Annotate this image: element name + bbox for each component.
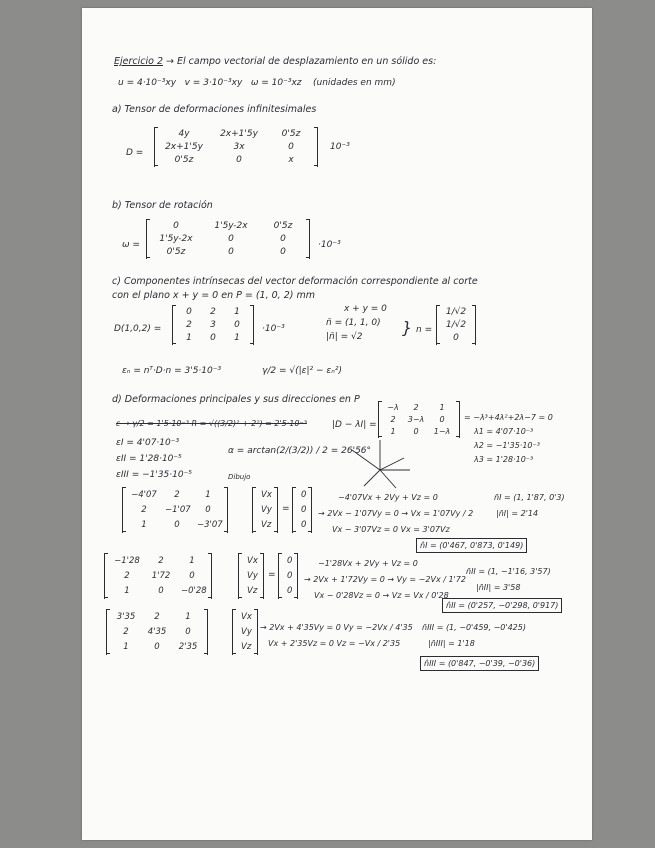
lambda-2: λ2 = −1'35·10⁻³ <box>474 441 540 450</box>
matrix-cell: Vx <box>261 490 272 500</box>
field-w: ω = 10⁻³xz <box>250 78 302 88</box>
principal-strain-1: εI = 4'07·10⁻³ <box>116 438 180 448</box>
matrix-cell: 1 <box>189 556 195 566</box>
matrix-cell: Vz <box>261 520 272 530</box>
matrix-cell: 0 <box>185 627 191 637</box>
matrix-cell: 0 <box>158 586 164 596</box>
matrix-cell: 1 <box>186 333 192 343</box>
matrix-cell: 2 <box>141 505 147 515</box>
normal-modulus: |n̄| = √2 <box>326 332 363 342</box>
unit-normal-vector <box>436 306 476 345</box>
matrix-cell: 1/√2 <box>445 320 467 330</box>
matrix-cell: 0 <box>288 142 294 152</box>
matrix-cell: 2 <box>174 490 180 500</box>
matrix-cell: Vy <box>241 627 252 637</box>
system-2-unit-vector: n̂II = (0'257, −0'298, 0'917) <box>442 598 562 613</box>
matrix-cell: −0'28 <box>181 586 207 596</box>
exercise-statement: → El campo vectorial de desplazamiento en un sólido es: <box>166 56 437 67</box>
matrix-cell: 0'5z <box>281 129 301 139</box>
matrix-cell: 0 <box>205 505 211 515</box>
system-3-vector <box>232 610 258 655</box>
matrix-cell: 1 <box>185 612 191 622</box>
matrix-cell: 1 <box>390 427 396 436</box>
matrix-cell: 0 <box>453 333 459 343</box>
characteristic-label: |D − λI| = <box>332 420 377 430</box>
unit-normal-label: n = <box>416 325 433 335</box>
field-u: u = 4·10⁻³xy <box>118 78 177 88</box>
axes-sketch <box>340 436 440 496</box>
section-d-heading: d) Deformaciones principales y sus direcciones en P <box>112 394 360 405</box>
matrix-cell: 1 <box>234 333 240 343</box>
matrix-cell: Vz <box>247 586 258 596</box>
matrix-cell: 2 <box>186 320 192 330</box>
matrix-cell: Vx <box>241 612 252 622</box>
matrix-cell: 0 <box>301 520 307 530</box>
matrix-cell: 0'5z <box>174 155 194 165</box>
characteristic-polynomial: = −λ³+4λ²+2λ−7 = 0 <box>464 413 553 422</box>
matrix-cell: 2 <box>158 556 164 566</box>
matrix-cell: 2 <box>413 403 419 412</box>
section-a-heading: a) Tensor de deformaciones infinitesimales <box>112 104 317 115</box>
matrix-cell: 1'72 <box>151 571 171 581</box>
field-line <box>118 78 396 89</box>
matrix-cell: 0 <box>173 221 179 231</box>
system-1-eq-2: → 2Vx − 1'07Vy = 0 → Vx = 1'07Vy / 2 <box>318 509 474 518</box>
system-2-modulus: |n̄II| = 3'58 <box>476 583 521 592</box>
matrix-cell: 0 <box>413 427 419 436</box>
field-v: v = 3·10⁻³xy <box>184 78 243 88</box>
matrix-cell: 3x <box>233 142 245 152</box>
matrix-cell: 0 <box>234 320 240 330</box>
matrix-cell: 1/√2 <box>445 307 467 317</box>
matrix-cell: 2x+1'5y <box>165 142 203 152</box>
system-1-direction: n̄I = (1, 1'87, 0'3) <box>494 493 565 502</box>
principal-strain-3: εIII = −1'35·10⁻⁵ <box>116 470 192 480</box>
matrix-cell: 2'35 <box>178 642 198 652</box>
matrix-cell: 0 <box>287 571 293 581</box>
matrix-cell: 0 <box>236 155 242 165</box>
plane-equation: x + y = 0 <box>344 304 387 314</box>
system-1-zero <box>292 488 312 533</box>
matrix-cell: 2x+1'5y <box>220 129 258 139</box>
exercise-title <box>114 56 436 67</box>
brace: } <box>402 318 413 337</box>
drawing-label: Dibujo <box>228 473 251 481</box>
lambda-1: λ1 = 4'07·10⁻³ <box>474 427 534 436</box>
matrix-cell: 1 <box>124 586 130 596</box>
system-3-eq-1: → 2Vx + 4'35Vy = 0 Vy = −2Vx / 4'35 <box>260 623 413 632</box>
system-3-matrix <box>106 610 208 655</box>
normal-vector: n̄ = (1, 1, 0) <box>326 318 381 328</box>
matrix-cell: −1'28 <box>114 556 140 566</box>
matrix-cell: 2 <box>390 415 396 424</box>
matrix-cell: 0'5z <box>273 221 293 231</box>
d-at-p-factor: ·10⁻³ <box>262 324 285 334</box>
matrix-cell: −4'07 <box>131 490 157 500</box>
matrix-cell: 4y <box>178 129 190 139</box>
matrix-cell: 1 <box>205 490 211 500</box>
struck-calculation: ε → γ/2 = 1'5·10⁻³ R = √((3/2)² + 2²) = 2'5·10⁻³ <box>116 419 307 428</box>
matrix-cell: −3'07 <box>197 520 223 530</box>
matrix-cell: 0 <box>228 247 234 257</box>
exercise-label: Ejercicio 2 <box>114 56 163 67</box>
matrix-cell: 2 <box>123 627 129 637</box>
matrix-cell: 1'5y-2x <box>159 234 193 244</box>
matrix-cell: 3'35 <box>116 612 136 622</box>
matrix-cell: 0 <box>301 505 307 515</box>
matrix-cell: Vy <box>247 571 258 581</box>
matrix-cell: 3−λ <box>407 415 425 424</box>
system-2-eq-2: → 2Vx + 1'72Vy = 0 → Vy = −2Vx / 1'72 <box>304 575 466 584</box>
matrix-cell: −1'07 <box>165 505 191 515</box>
matrix-cell: −λ <box>387 403 399 412</box>
matrix-cell: 0 <box>210 333 216 343</box>
system-3-eq-2: Vx + 2'35Vz = 0 Vz = −Vx / 2'35 <box>268 639 401 648</box>
matrix-cell: 0 <box>228 234 234 244</box>
tensor-d-factor: 10⁻³ <box>330 142 350 152</box>
tensor-w-factor: ·10⁻³ <box>318 240 341 250</box>
matrix-cell: x <box>288 155 294 165</box>
matrix-cell: 0 <box>301 490 307 500</box>
system-3-modulus: |n̄III| = 1'18 <box>428 639 475 648</box>
matrix-cell: 0 <box>154 642 160 652</box>
matrix-cell: Vz <box>241 642 252 652</box>
system-2-direction: n̄II = (1, −1'16, 3'57) <box>466 567 551 576</box>
alpha-angle: α = arctan(2/(3/2)) / 2 = 26'56° <box>228 446 372 456</box>
shear-strain: γ/2 = √(|ε|² − εₙ²) <box>262 366 342 376</box>
system-1-modulus: |n̄I| = 2'14 <box>496 509 539 518</box>
matrix-cell: 1 <box>123 642 129 652</box>
matrix-cell: 2 <box>210 307 216 317</box>
matrix-cell: 4'35 <box>147 627 167 637</box>
system-1-unit-vector: n̂I = (0'467, 0'873, 0'149) <box>416 538 527 553</box>
system-1-eq-1: −4'07Vx + 2Vy + Vz = 0 <box>338 493 438 502</box>
section-c-heading-1: c) Componentes intrínsecas del vector deformación correspondiente al corte <box>112 276 478 287</box>
tensor-d-matrix <box>154 128 318 167</box>
system-1-eq-3: Vx − 3'07Vz = 0 Vx = 3'07Vz <box>332 525 450 534</box>
matrix-cell: 0 <box>287 556 293 566</box>
tensor-w-label: ω = <box>122 240 140 250</box>
d-at-p-label: D(1,0,2) = <box>114 324 162 334</box>
characteristic-matrix <box>378 402 460 438</box>
tensor-d-label: D = <box>126 148 144 158</box>
field-units: (unidades en mm) <box>312 78 396 88</box>
matrix-cell: 1 <box>141 520 147 530</box>
system-1-equals: = <box>282 504 290 514</box>
matrix-cell: 1−λ <box>433 427 451 436</box>
system-2-equals: = <box>268 570 276 580</box>
matrix-cell: 0 <box>174 520 180 530</box>
matrix-cell: 2 <box>124 571 130 581</box>
matrix-cell: 1 <box>439 403 445 412</box>
matrix-cell: 0'5z <box>166 247 186 257</box>
system-2-eq-3: Vx − 0'28Vz = 0 → Vz = Vx / 0'28 <box>314 591 449 600</box>
lambda-3: λ3 = 1'28·10⁻³ <box>474 455 534 464</box>
matrix-cell: 0 <box>189 571 195 581</box>
matrix-cell: 0 <box>439 415 445 424</box>
section-b-heading: b) Tensor de rotación <box>112 200 213 211</box>
system-1-vector <box>252 488 278 533</box>
matrix-cell: 3 <box>210 320 216 330</box>
principal-strain-2: εII = 1'28·10⁻⁵ <box>116 454 182 464</box>
matrix-cell: 1'5y-2x <box>214 221 248 231</box>
matrix-cell: 1 <box>234 307 240 317</box>
matrix-cell: 2 <box>154 612 160 622</box>
matrix-cell: 0 <box>186 307 192 317</box>
worksheet-page <box>82 8 592 840</box>
d-at-p-matrix <box>172 306 254 345</box>
system-2-eq-1: −1'28Vx + 2Vy + Vz = 0 <box>318 559 418 568</box>
system-1-matrix <box>122 488 228 533</box>
system-3-direction: n̄III = (1, −0'459, −0'425) <box>422 623 526 632</box>
matrix-cell: 0 <box>280 234 286 244</box>
matrix-cell: 0 <box>287 586 293 596</box>
system-2-zero <box>278 554 298 599</box>
matrix-cell: Vx <box>247 556 258 566</box>
matrix-cell: Vy <box>261 505 272 515</box>
system-2-vector <box>238 554 264 599</box>
section-c-heading-2: con el plano x + y = 0 en P = (1, 0, 2) mm <box>112 290 315 301</box>
matrix-cell: 0 <box>280 247 286 257</box>
system-2-matrix <box>104 554 212 599</box>
system-3-unit-vector: n̂III = (0'847, −0'39, −0'36) <box>420 656 539 671</box>
tensor-w-matrix <box>146 220 310 259</box>
normal-strain: εₙ = nᵀ·D·n = 3'5·10⁻³ <box>122 366 222 376</box>
